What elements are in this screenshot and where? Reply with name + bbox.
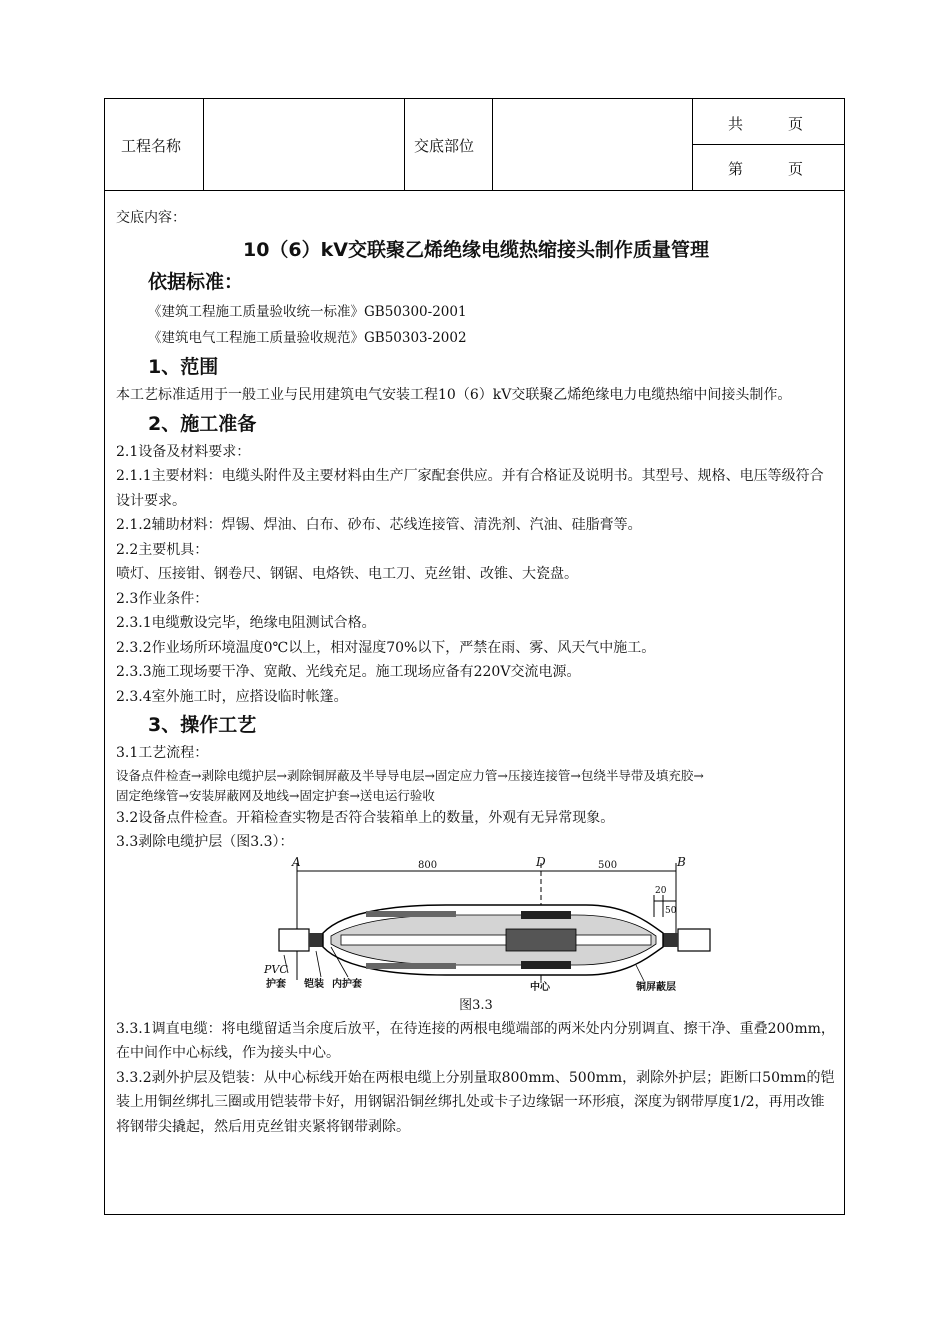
standard-item: 《建筑工程施工质量验收统一标准》GB50300-2001 xyxy=(148,304,467,320)
figure-dim-800: 800 xyxy=(418,859,438,871)
section-2-line: 2.3.4室外施工时，应搭设临时帐篷。 xyxy=(116,688,348,705)
header-divider-2 xyxy=(404,98,405,191)
process-flow-label: 3.1工艺流程： xyxy=(116,745,209,761)
section-3-2: 3.2设备点件检查。开箱检查实物是否符合装箱单上的数量，外观有无异常现象。 xyxy=(116,809,615,826)
section-2-line: 喷灯、压接钳、钢卷尺、钢锯、电烙铁、电工刀、克丝钳、改锥、大瓷盘。 xyxy=(116,566,578,582)
header-divider-4 xyxy=(692,98,693,191)
handover-location-label: 交底部位 xyxy=(414,137,475,155)
figure-dim-50: 50 xyxy=(665,905,677,916)
page-cell-divider xyxy=(692,144,845,145)
process-flow-line: 设备点件检查→剥除电缆护层→剥除铜屏蔽及半导导电层→固定应力管→压接连接管→包绕半导带及填充胶→ xyxy=(116,767,704,783)
cable-joint-diagram xyxy=(116,855,836,995)
figure-sheath-label: 护套 xyxy=(266,978,286,990)
basis-heading: 依据标准： xyxy=(148,271,244,293)
figure-copper-shield-label: 铜屏蔽层 xyxy=(636,981,676,993)
section-2-heading: 2、施工准备 xyxy=(148,412,257,435)
section-2-line: 2.3作业条件： xyxy=(116,590,209,607)
handover-content xyxy=(116,207,836,1139)
figure-label-d: D xyxy=(536,854,546,869)
section-3-3-1: 3.3.1调直电缆：将电缆留适当余度后放平，在待连接的两根电缆端部的两米处内分别调直、擦干净、重叠200mm，在中间作中心标线，作为接头中心。 xyxy=(116,1020,835,1061)
process-flow-line: 固定绝缘管→安装屏蔽网及地线→固定护套→送电运行验收 xyxy=(116,787,435,803)
standard-item: 《建筑电气工程施工质量验收规范》GB50303-2002 xyxy=(148,330,467,346)
section-2-line: 2.1.1主要材料：电缆头附件及主要材料由生产厂家配套供应。并有合格证及说明书。其型号、规格、电压等级符合设计要求。 xyxy=(116,468,824,509)
section-2-line: 2.1设备及材料要求： xyxy=(116,443,251,460)
section-3-3: 3.3剥除电缆护层（图3.3）： xyxy=(116,834,294,850)
page-number-label: 第 页 xyxy=(728,160,804,178)
header-bottom-line xyxy=(104,190,845,191)
project-name-label: 工程名称 xyxy=(121,137,182,155)
handover-location-value[interactable] xyxy=(495,102,690,188)
figure-pvc-label: PVC xyxy=(264,962,288,976)
figure-dim-500: 500 xyxy=(598,859,618,871)
cable-joint-figure xyxy=(116,855,836,995)
section-2-line: 2.3.3施工现场要干净、宽敞、光线充足。施工现场应备有220V交流电源。 xyxy=(116,664,581,680)
section-3-3-2: 3.3.2剥外护层及铠装：从中心标线开始在两根电缆上分别量取800mm、500mm，剥除外护层；距断口50mm的铠装上用铜丝绑扎三圈或用铠装带卡好，用钢锯沿铜丝绑扎处或卡子边缘锯一环形痕，深度为钢带厚度1/2，再用改锥将钢带尖撬起，然后用克丝钳夹紧将钢带剥除。 xyxy=(116,1069,835,1135)
figure-label-b: B xyxy=(677,854,686,869)
document-title: 10（6）kV交联聚乙烯绝缘电缆热缩接头制作质量管理 xyxy=(242,239,709,261)
figure-armor-label: 铠装 xyxy=(304,978,324,990)
project-name-value[interactable] xyxy=(206,102,402,188)
header-divider-3 xyxy=(492,98,493,191)
section-1-text: 本工艺标准适用于一般工业与民用建筑电气安装工程10（6）kV交联聚乙烯绝缘电力电缆热缩中间接头制作。 xyxy=(116,387,792,403)
section-1-heading: 1、范围 xyxy=(148,356,219,378)
section-2-line: 2.1.2辅助材料：焊锡、焊油、白布、砂布、芯线连接管、清洗剂、汽油、硅脂膏等。 xyxy=(116,517,642,533)
figure-caption: 图3.3 xyxy=(459,997,493,1013)
figure-dim-20: 20 xyxy=(655,885,667,896)
figure-center-label: 中心 xyxy=(530,981,550,993)
intro-label: 交底内容： xyxy=(116,210,186,226)
figure-label-a: A xyxy=(292,854,301,869)
header-divider-1 xyxy=(203,98,204,191)
section-2-line: 2.3.2作业场所环境温度0℃以上，相对湿度70%以下，严禁在雨、雾、风天气中施工。 xyxy=(116,639,656,656)
total-pages-label: 共 页 xyxy=(728,115,804,133)
section-2-line: 2.3.1电缆敷设完毕，绝缘电阻测试合格。 xyxy=(116,615,376,631)
section-3-heading: 3、操作工艺 xyxy=(148,714,257,736)
section-2-line: 2.2主要机具： xyxy=(116,541,209,558)
figure-inner-sheath-label: 内护套 xyxy=(332,978,362,990)
